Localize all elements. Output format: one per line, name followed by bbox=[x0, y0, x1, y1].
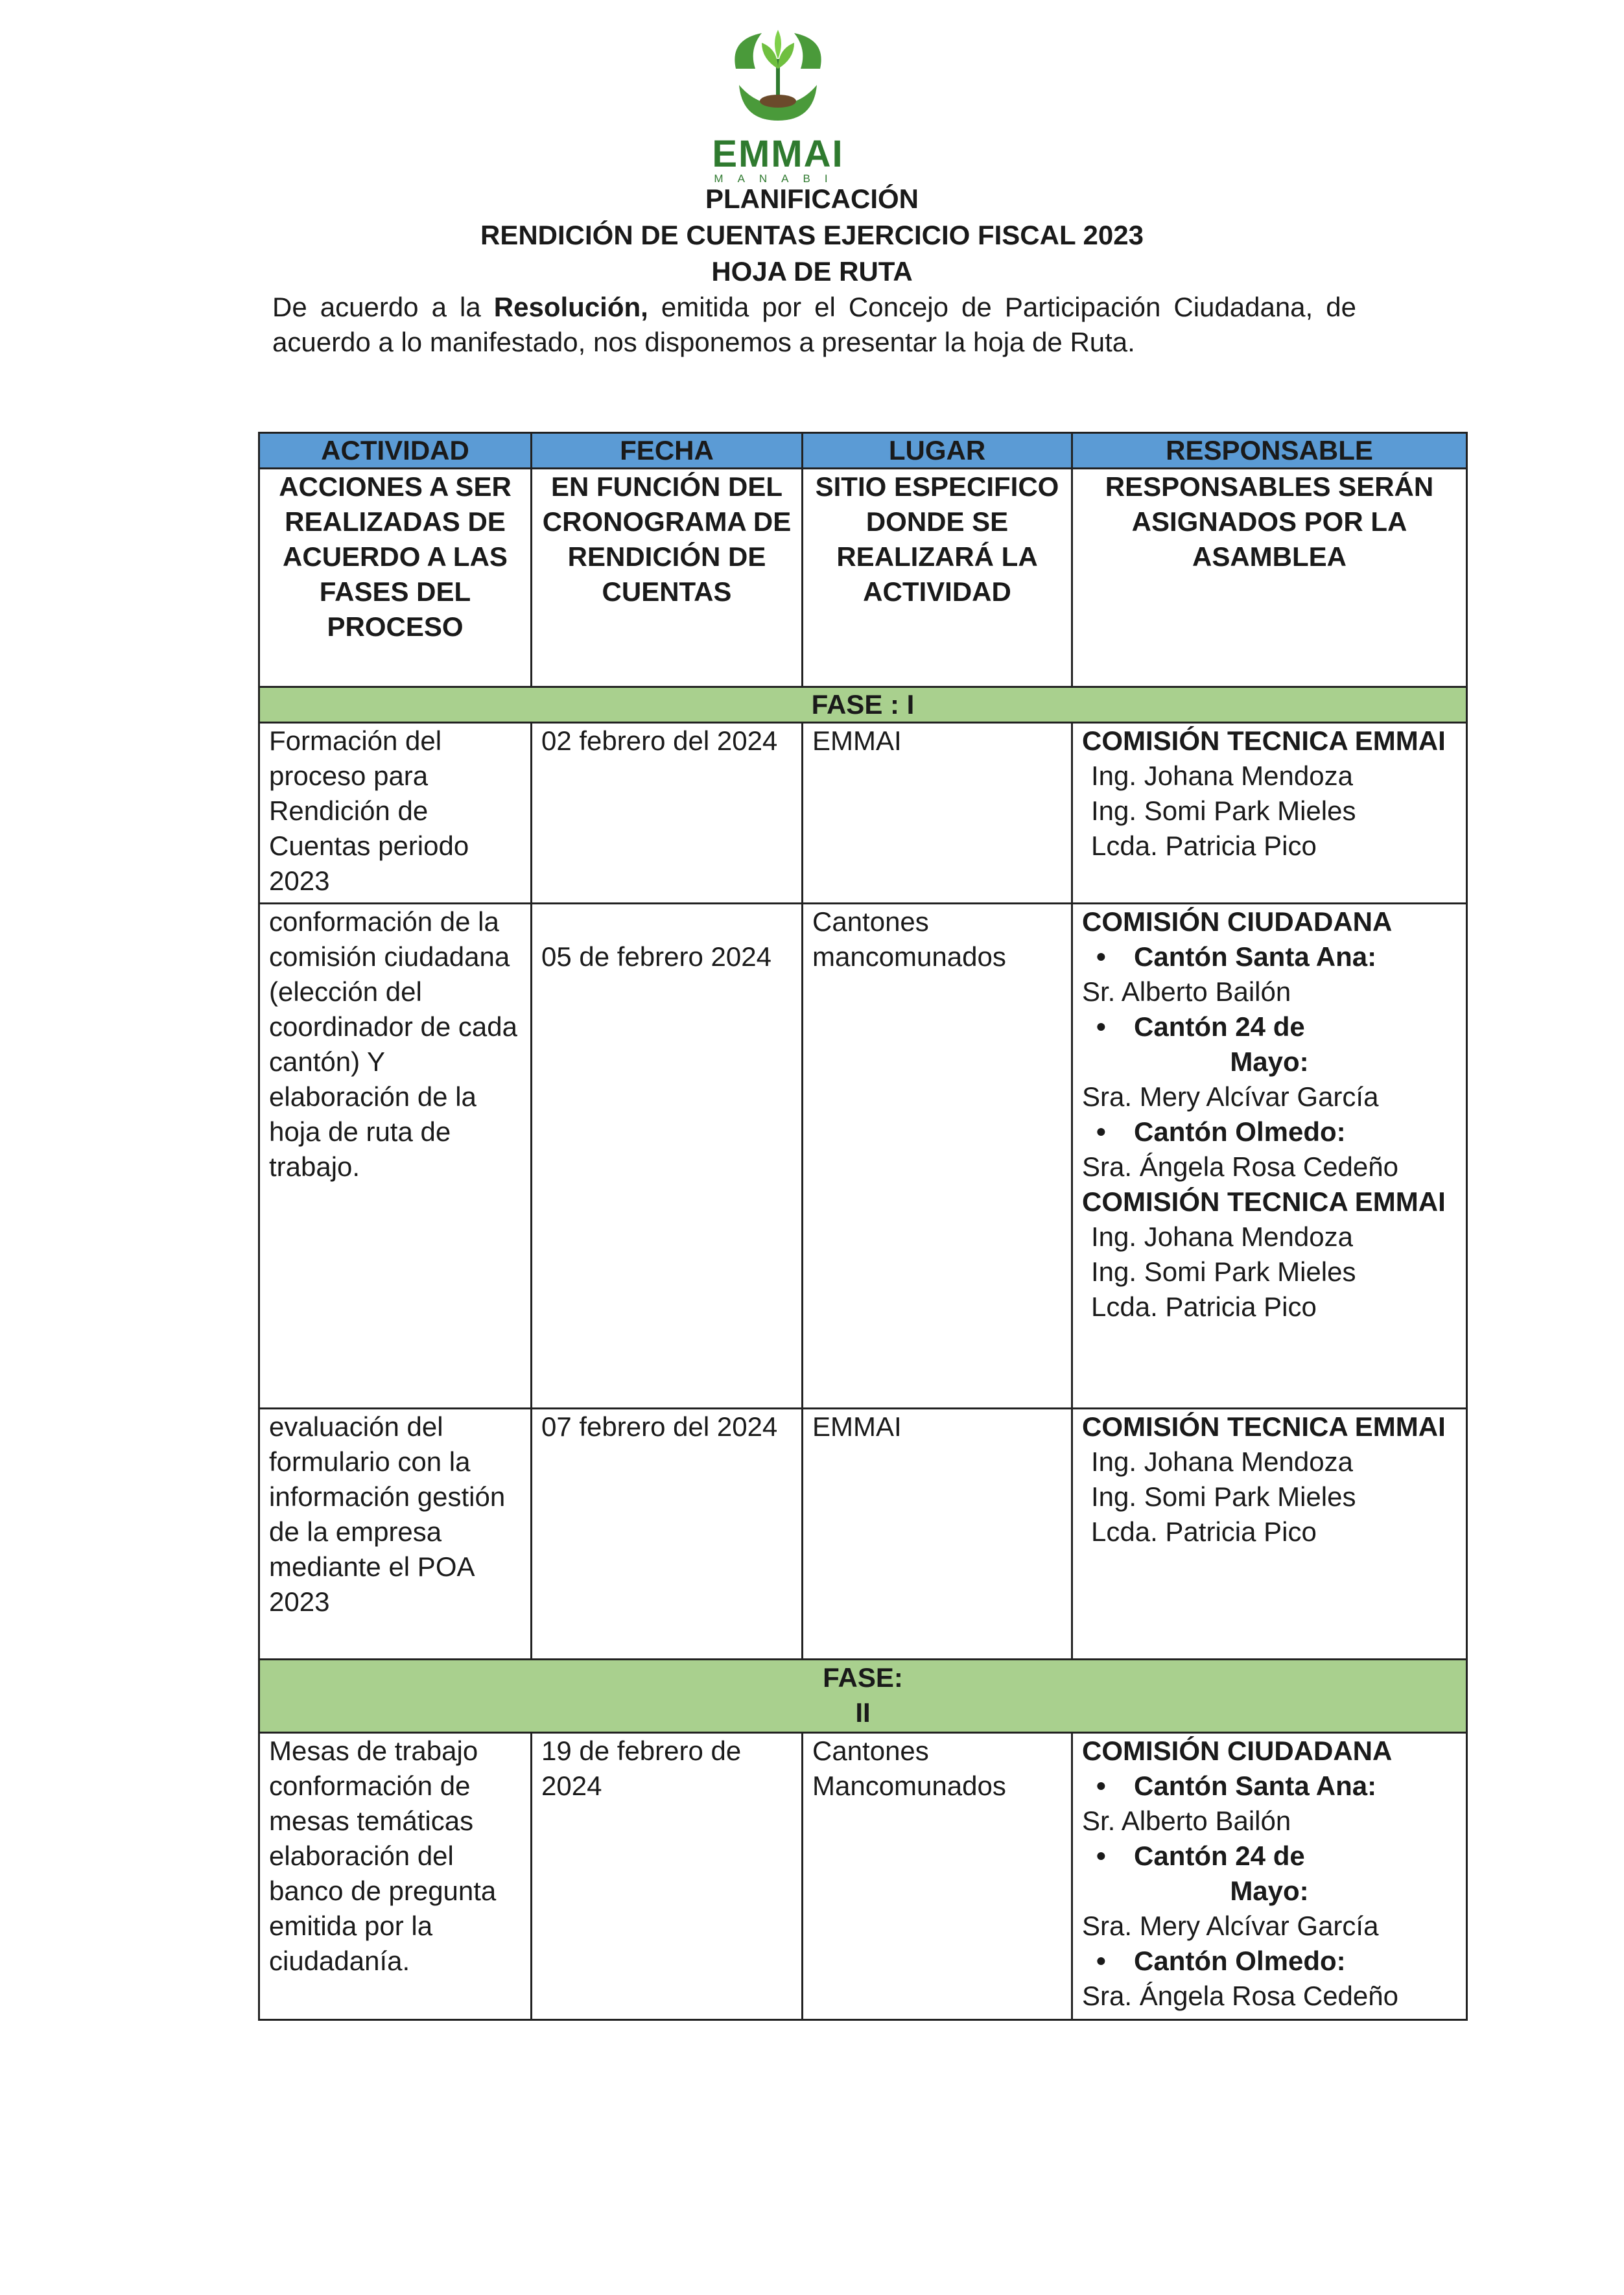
intro-text-start: De acuerdo a la bbox=[272, 292, 494, 322]
cell-actividad: Mesas de trabajo conformación de mesas temáticas elaboración del banco de pregunta emitida por la ciudadanía. bbox=[259, 1733, 532, 2020]
column-header-actividad: ACTIVIDAD bbox=[259, 433, 532, 469]
phase-label bbox=[259, 1660, 1467, 1733]
responsible-person: Ing. Johana Mendoza bbox=[1091, 1221, 1353, 1252]
commission-title: COMISIÓN TECNICA EMMAI bbox=[1082, 725, 1446, 756]
column-header-lugar: LUGAR bbox=[803, 433, 1072, 469]
responsible-person: Lcda. Patricia Pico bbox=[1091, 830, 1317, 861]
logo-name: EMMAI bbox=[712, 133, 844, 175]
document-subtitle: RENDICIÓN DE CUENTAS EJERCICIO FISCAL 2023 bbox=[480, 220, 1144, 250]
responsible-person: Sr. Alberto Bailón bbox=[1082, 976, 1291, 1007]
cell-fecha: 05 de febrero 2024 bbox=[532, 904, 803, 1409]
column-header-responsable: RESPONSABLE bbox=[1072, 433, 1467, 469]
cell-lugar: Cantones Mancomunados bbox=[803, 1733, 1072, 2020]
cell-fecha: 07 febrero del 2024 bbox=[532, 1409, 803, 1660]
canton-item: • Cantón 24 de bbox=[1082, 1009, 1457, 1044]
subheader-lugar: SITIO ESPECIFICO DONDE SE REALIZARÁ LA ACTIVIDAD bbox=[803, 469, 1072, 687]
cell-actividad: conformación de la comisión ciudadana (elección del coordinador de cada cantón) Y elaboración de la hoja de ruta de trabajo. bbox=[259, 904, 532, 1409]
phase-row bbox=[259, 1660, 1467, 1733]
phase-label-line: II bbox=[855, 1697, 871, 1728]
commission-title: COMISIÓN CIUDADANA bbox=[1082, 1736, 1393, 1766]
table-row bbox=[259, 723, 1467, 904]
canton-item-continued: Mayo: bbox=[1230, 1046, 1309, 1077]
responsible-person: Ing. Johana Mendoza bbox=[1091, 1446, 1353, 1477]
cell-lugar: EMMAI bbox=[803, 723, 1072, 904]
intro-paragraph bbox=[272, 290, 1356, 360]
responsible-person: Sr. Alberto Bailón bbox=[1082, 1806, 1291, 1836]
responsible-person: Ing. Johana Mendoza bbox=[1091, 760, 1353, 791]
cell-lugar: Cantones mancomunados bbox=[803, 904, 1072, 1409]
responsible-person: Sra. Mery Alcívar García bbox=[1082, 1911, 1379, 1941]
canton-item: • Cantón Santa Ana: bbox=[1082, 939, 1457, 974]
canton-item: • Cantón Santa Ana: bbox=[1082, 1769, 1457, 1804]
phase-label: FASE : I bbox=[259, 687, 1467, 723]
plant-hands-emblem-icon bbox=[716, 23, 840, 134]
cell-lugar: EMMAI bbox=[803, 1409, 1072, 1660]
responsible-person: Ing. Somi Park Mieles bbox=[1091, 1256, 1356, 1287]
commission-title: COMISIÓN CIUDADANA bbox=[1082, 906, 1393, 937]
table-row bbox=[259, 1733, 1467, 2020]
phase-row bbox=[259, 687, 1467, 723]
cell-responsable bbox=[1072, 723, 1467, 904]
canton-item: • Cantón Olmedo: bbox=[1082, 1944, 1457, 1979]
intro-text-end: emitida por el Concejo de Participación Ciudadana, de acuerdo a lo manifestado, nos disponemos a presentar la hoja de Ruta. bbox=[272, 292, 1356, 357]
phase-label-line: FASE: bbox=[823, 1662, 903, 1693]
canton-item: • Cantón Olmedo: bbox=[1082, 1114, 1457, 1149]
document-section-title: HOJA DE RUTA bbox=[711, 256, 913, 287]
canton-item-continued: Mayo: bbox=[1230, 1876, 1309, 1906]
route-table bbox=[258, 432, 1468, 2021]
responsible-person: Ing. Somi Park Mieles bbox=[1091, 795, 1356, 826]
table-subheader-row bbox=[259, 469, 1467, 687]
cell-responsable bbox=[1072, 1409, 1467, 1660]
canton-item: • Cantón 24 de bbox=[1082, 1839, 1457, 1874]
cell-fecha: 02 febrero del 2024 bbox=[532, 723, 803, 904]
responsible-person: Ing. Somi Park Mieles bbox=[1091, 1481, 1356, 1512]
cell-responsable bbox=[1072, 1733, 1467, 2020]
table-row bbox=[259, 904, 1467, 1409]
cell-actividad: evaluación del formulario con la información gestión de la empresa mediante el POA 2023 bbox=[259, 1409, 532, 1660]
responsible-person: Sra. Ángela Rosa Cedeño bbox=[1082, 1151, 1398, 1182]
document-title: PLANIFICACIÓN bbox=[705, 183, 919, 214]
column-header-fecha: FECHA bbox=[532, 433, 803, 469]
table-row bbox=[259, 1409, 1467, 1660]
table-header-row bbox=[259, 433, 1467, 469]
subheader-actividad: ACCIONES A SER REALIZADAS DE ACUERDO A LAS FASES DEL PROCESO bbox=[259, 469, 532, 687]
cell-actividad: Formación del proceso para Rendición de Cuentas periodo 2023 bbox=[259, 723, 532, 904]
intro-bold-term: Resolución, bbox=[493, 292, 648, 322]
subheader-responsable: RESPONSABLES SERÁN ASIGNADOS POR LA ASAMBLEA bbox=[1072, 469, 1467, 687]
subheader-fecha: EN FUNCIÓN DEL CRONOGRAMA DE RENDICIÓN DE CUENTAS bbox=[532, 469, 803, 687]
responsible-person: Lcda. Patricia Pico bbox=[1091, 1516, 1317, 1547]
cell-fecha: 19 de febrero de 2024 bbox=[532, 1733, 803, 2020]
commission-title: COMISIÓN TECNICA EMMAI bbox=[1082, 1186, 1446, 1217]
emmai-logo bbox=[700, 23, 856, 185]
logo-subtitle: MANABI bbox=[714, 172, 842, 185]
cell-responsable bbox=[1072, 904, 1467, 1409]
responsible-person: Sra. Mery Alcívar García bbox=[1082, 1081, 1379, 1112]
responsible-person: Lcda. Patricia Pico bbox=[1091, 1291, 1317, 1322]
responsible-person: Sra. Ángela Rosa Cedeño bbox=[1082, 1981, 1398, 2011]
commission-title: COMISIÓN TECNICA EMMAI bbox=[1082, 1411, 1446, 1442]
